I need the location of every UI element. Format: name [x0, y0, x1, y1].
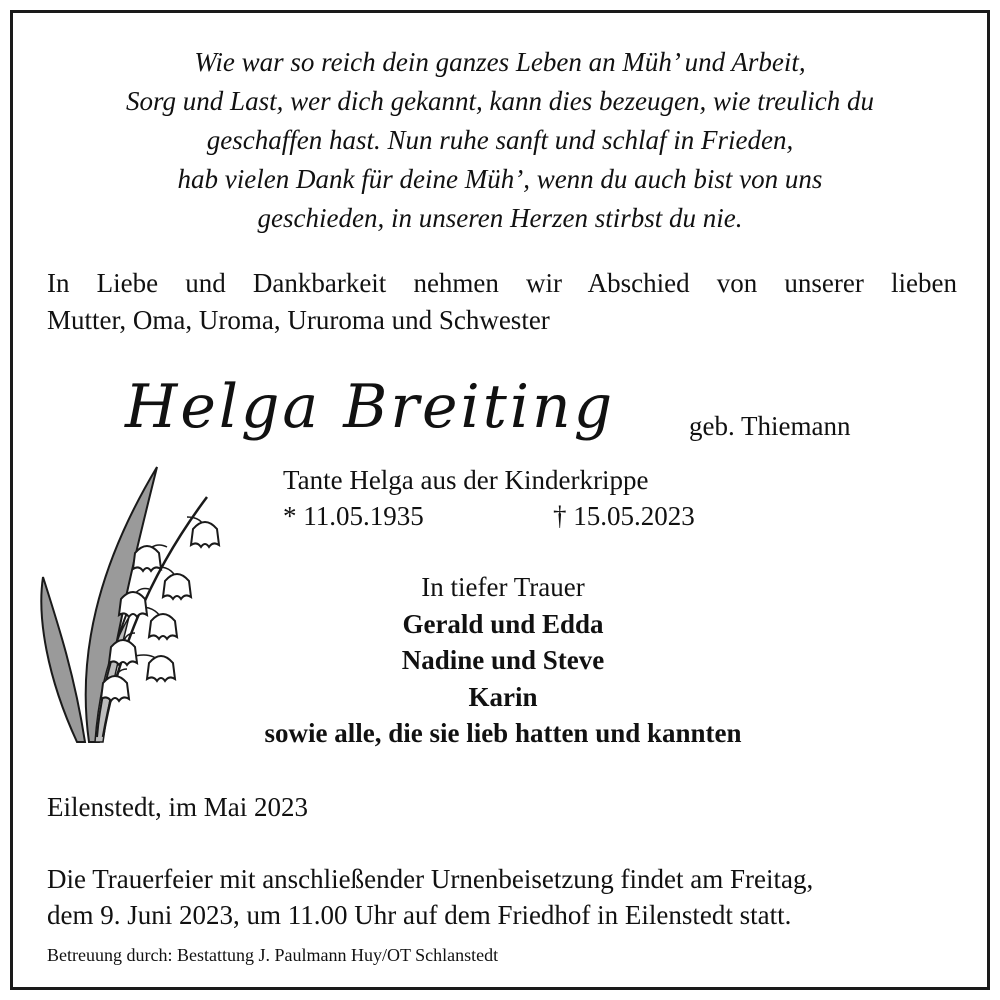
poem-line: Sorg und Last, wer dich gekannt, kann dies bezeugen, wie treulich du [126, 86, 874, 116]
poem-line: geschaffen hast. Nun ruhe sanft und schlaf in Frieden, [206, 125, 794, 155]
intro-line: In Liebe und Dankbarkeit nehmen wir Abschied von unserer lieben [47, 268, 957, 298]
ceremony-notice [47, 861, 957, 933]
intro-text [47, 265, 957, 339]
poem-line: hab vielen Dank für deine Müh’, wenn du auch bist von uns [177, 164, 823, 194]
ceremony-line: dem 9. Juni 2023, um 11.00 Uhr auf dem Friedhof in Eilenstedt statt. [47, 900, 792, 930]
mourner-name: Karin [468, 681, 538, 712]
death-date: † 15.05.2023 [553, 501, 695, 531]
poem [33, 43, 967, 238]
mourner-name: Gerald und Edda [402, 608, 604, 639]
birth-date: * 11.05.1935 [283, 501, 424, 531]
mourner-name: Nadine und Steve [401, 645, 605, 675]
intro-line: Mutter, Oma, Uroma, Ururoma und Schwester [47, 305, 550, 335]
obituary-frame [10, 10, 990, 990]
birth-name: geb. Thiemann [689, 411, 851, 441]
mourners-block [163, 569, 843, 752]
poem-line: Wie war so reich dein ganzes Leben an Müh’ und Arbeit, [194, 47, 806, 77]
mourner-name: sowie alle, die sie lieb hatten und kannten [264, 718, 742, 748]
mourners-heading: In tiefer Trauer [421, 572, 585, 602]
poem-line: geschieden, in unseren Herzen stirbst du nie. [257, 203, 743, 233]
funeral-home-credit: Betreuung durch: Bestattung J. Paulmann Huy/OT Schlanstedt [47, 945, 499, 965]
ceremony-line: Die Trauerfeier mit anschließender Urnenbeisetzung findet am Freitag, [47, 864, 814, 894]
place-date: Eilenstedt, im Mai 2023 [47, 792, 308, 822]
deceased-subtitle: Tante Helga aus der Kinderkrippe [283, 465, 649, 495]
deceased-name: Helga Breiting [125, 372, 616, 442]
